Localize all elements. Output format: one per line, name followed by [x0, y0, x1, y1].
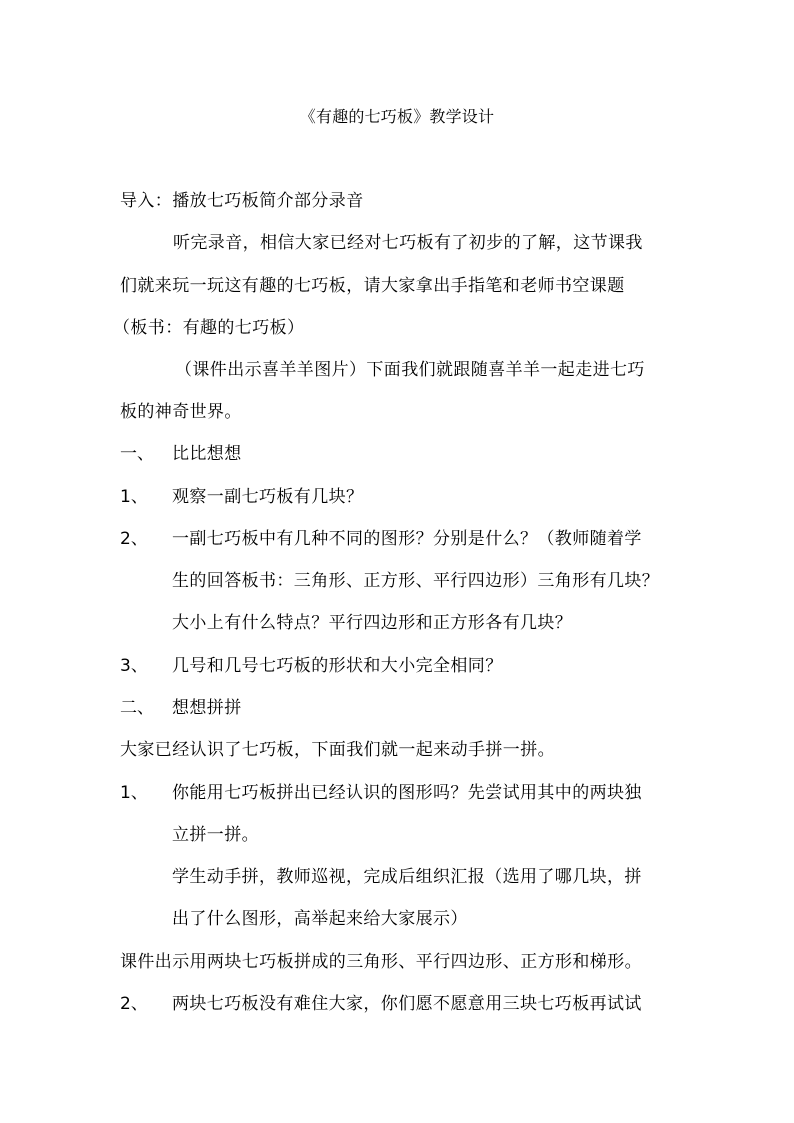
list-item-text: 一副七巧板中有几种不同的图形？分别是什么？（教师随着学 [172, 529, 642, 549]
list-item-number: 2、 [120, 994, 148, 1014]
document-title: 《有趣的七巧板》教学设计 [299, 107, 495, 126]
section-title: 想想拼拼 [172, 698, 242, 718]
intro-paragraph-line: 们就来玩一玩这有趣的七巧板，请大家拿出手指笔和老师书空课题 [120, 276, 625, 296]
section-lead: 大家已经认识了七巧板，下面我们就一起来动手拼一拼。 [120, 740, 555, 760]
courseware-paragraph-line: （课件出示喜羊羊图片）下面我们就跟随喜羊羊一起走进七巧 [175, 360, 645, 380]
section-number: 一、 [120, 444, 154, 464]
list-item-number: 1、 [120, 783, 148, 803]
activity-text: 学生动手拼，教师巡视，完成后组织汇报（选用了哪几块，拼 [172, 867, 642, 887]
courseware-text: 课件出示用两块七巧板拼成的三角形、平行四边形、正方形和梯形。 [120, 952, 642, 972]
list-item-text: 你能用七巧板拼出已经认识的图形吗？先尝试用其中的两块独 [172, 783, 642, 803]
list-item-text: 生的回答板书：三角形、正方形、平行四边形）三角形有几块？ [172, 571, 660, 591]
section-title: 比比想想 [172, 444, 242, 464]
list-item-text: 几号和几号七巧板的形状和大小完全相同？ [172, 656, 503, 676]
section-number: 二、 [120, 698, 154, 718]
list-item-text: 大小上有什么特点？平行四边形和正方形各有几块？ [172, 613, 573, 633]
intro-heading: 导入：播放七巧板简介部分录音 [120, 191, 364, 211]
list-item-text: 观察一副七巧板有几块？ [172, 487, 364, 507]
list-item-number: 3、 [120, 656, 148, 676]
list-item-number: 1、 [120, 487, 148, 507]
list-item-text: 两块七巧板没有难住大家，你们愿不愿意用三块七巧板再试试 [172, 994, 642, 1014]
list-item-number: 2、 [120, 529, 148, 549]
intro-paragraph-line: 听完录音，相信大家已经对七巧板有了初步的了解，这节课我 [173, 233, 643, 253]
list-item-text: 立拼一拼。 [172, 825, 259, 845]
courseware-paragraph-line: 板的神奇世界。 [120, 402, 242, 422]
intro-paragraph-line: （板书：有趣的七巧板） [113, 318, 305, 338]
activity-text: 出了什么图形，高举起来给大家展示） [172, 909, 468, 929]
